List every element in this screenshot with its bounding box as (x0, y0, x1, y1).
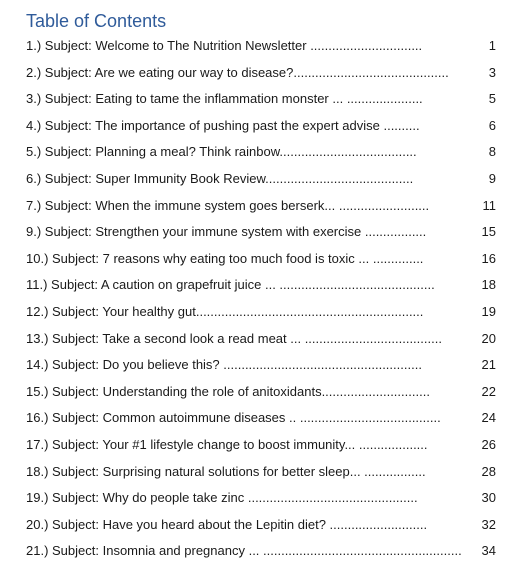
toc-entry-page: 32 (481, 516, 496, 532)
toc-entry-page: 8 (488, 144, 496, 160)
toc-entry-text: 6.) Subject: Super Immunity Book Review......................................... (26, 170, 414, 186)
toc-entry[interactable] (26, 198, 496, 225)
toc-entry[interactable] (26, 543, 496, 570)
toc-entry-page: 19 (481, 303, 496, 319)
toc-entry-text: 3.) Subject: Eating to tame the inflammation monster ... ..................... (26, 91, 423, 107)
toc-entry-page: 34 (481, 543, 496, 559)
toc-entry[interactable] (26, 118, 496, 145)
toc-entry-page: 22 (481, 383, 496, 399)
toc-entry-page: 16 (481, 250, 496, 266)
toc-entry[interactable] (26, 277, 496, 304)
toc-entry-text: 2.) Subject: Are we eating our way to disease?........................................... (26, 64, 449, 80)
toc-entry-text: 13.) Subject: Take a second look a read meat ... ...................................... (26, 330, 442, 346)
toc-entry-page: 15 (481, 224, 496, 240)
toc-entry[interactable] (26, 490, 496, 517)
toc-entry-text: 20.) Subject: Have you heard about the Lepitin diet? ........................... (26, 516, 428, 532)
toc-entry[interactable] (26, 224, 496, 251)
toc-entry[interactable] (26, 410, 496, 437)
toc-entry[interactable] (26, 144, 496, 171)
toc-entry-page: 21 (481, 357, 496, 373)
toc-entry[interactable] (26, 517, 496, 544)
toc-entry-page: 24 (481, 410, 496, 426)
toc-entry[interactable] (26, 304, 496, 331)
toc-entry[interactable] (26, 331, 496, 358)
toc-entry[interactable] (26, 251, 496, 278)
toc-entry-page: 3 (488, 64, 496, 80)
toc-entry-text: 21.) Subject: Insomnia and pregnancy ... ....................................................... (26, 543, 462, 559)
toc-entry[interactable] (26, 384, 496, 411)
toc-entry-text: 11.) Subject: A caution on grapefruit juice ... ........................................... (26, 277, 435, 293)
toc-entry[interactable] (26, 38, 496, 65)
toc-entry-page: 26 (481, 436, 496, 452)
toc-entry-text: 15.) Subject: Understanding the role of anitoxidants.............................. (26, 383, 430, 399)
toc-list (26, 38, 496, 570)
toc-entry-text: 14.) Subject: Do you believe this? ....................................................... (26, 357, 422, 373)
toc-entry[interactable] (26, 91, 496, 118)
toc-entry-text: 10.) Subject: 7 reasons why eating too much food is toxic ... .............. (26, 250, 424, 266)
toc-entry[interactable] (26, 171, 496, 198)
toc-entry-text: 12.) Subject: Your healthy gut............................................................... (26, 303, 424, 319)
toc-entry[interactable] (26, 464, 496, 491)
toc-entry-page: 28 (481, 463, 496, 479)
toc-entry-page: 18 (481, 277, 496, 293)
toc-entry-page: 6 (488, 117, 496, 133)
table-of-contents (26, 10, 496, 570)
toc-entry-page: 11 (482, 197, 496, 213)
toc-entry-page: 20 (481, 330, 496, 346)
toc-entry[interactable] (26, 65, 496, 92)
toc-entry-text: 9.) Subject: Strengthen your immune system with exercise ................. (26, 224, 427, 240)
toc-entry-text: 1.) Subject: Welcome to The Nutrition Newsletter ............................... (26, 38, 423, 53)
toc-entry[interactable] (26, 357, 496, 384)
toc-entry-page: 30 (481, 490, 496, 506)
toc-entry[interactable] (26, 437, 496, 464)
toc-entry-text: 4.) Subject: The importance of pushing past the expert advise .......... (26, 117, 420, 133)
toc-entry-text: 16.) Subject: Common autoimmune diseases .. ....................................... (26, 410, 441, 426)
toc-entry-text: 19.) Subject: Why do people take zinc ............................................... (26, 490, 418, 506)
toc-entry-text: 18.) Subject: Surprising natural solutions for better sleep... ................. (26, 463, 426, 479)
toc-entry-text: 7.) Subject: When the immune system goes berserk... ......................... (26, 197, 430, 213)
toc-entry-page: 1 (488, 38, 496, 53)
toc-entry-text: 17.) Subject: Your #1 lifestyle change to boost immunity... ................... (26, 436, 428, 452)
toc-entry-text: 5.) Subject: Planning a meal? Think rainbow...................................... (26, 144, 417, 160)
toc-title: Table of Contents (26, 11, 167, 31)
toc-entry-page: 9 (488, 170, 496, 186)
toc-entry-page: 5 (488, 91, 496, 107)
